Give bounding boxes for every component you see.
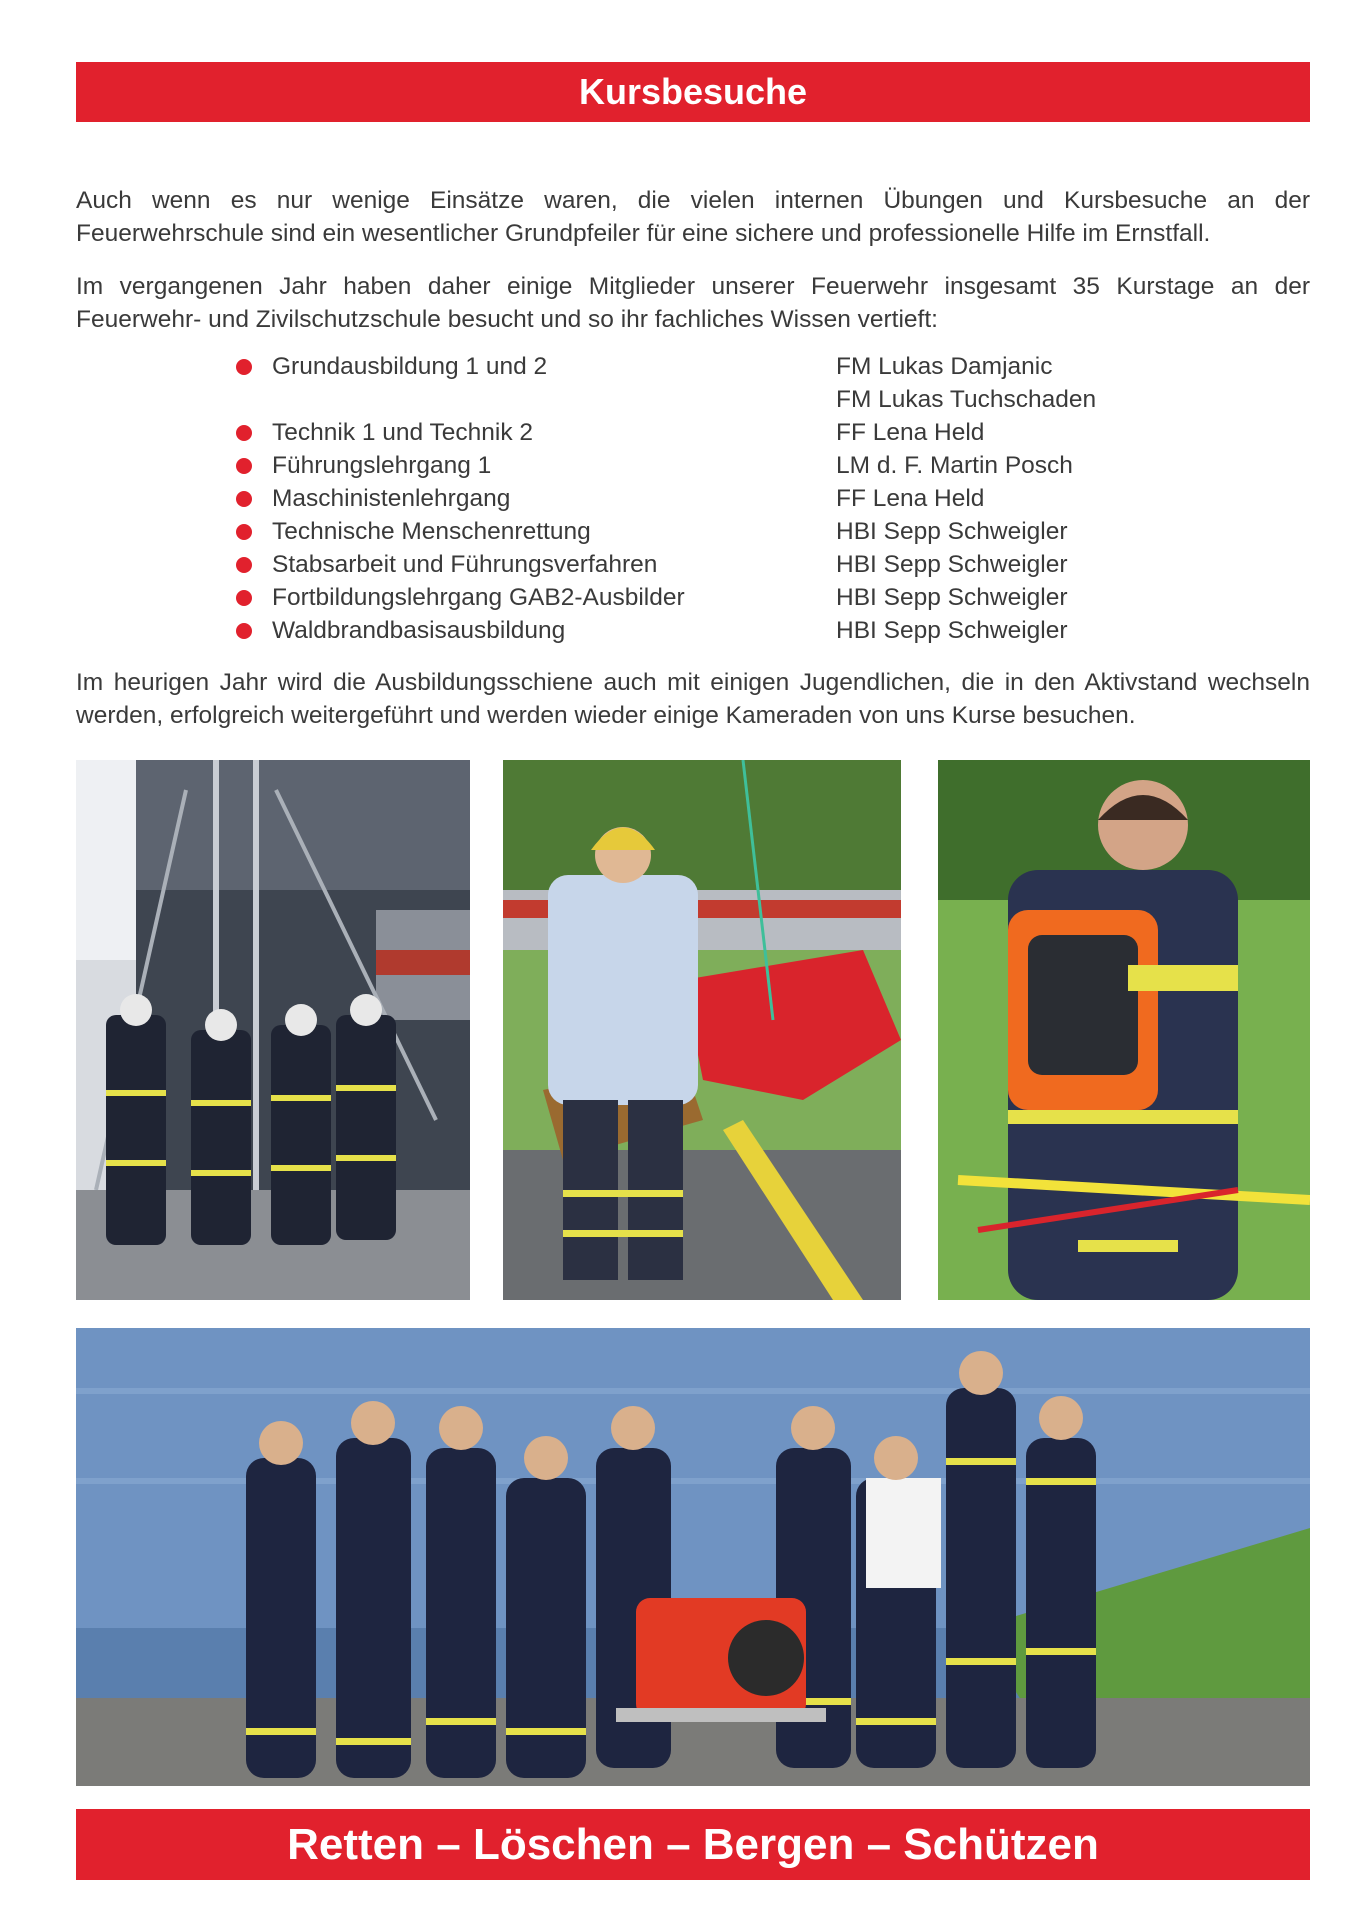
list-item	[236, 449, 1136, 482]
bullet-icon	[236, 524, 252, 540]
course-name: Grundausbildung 1 und 2	[272, 353, 548, 380]
participant-name: LM d. F. Martin Posch	[836, 452, 1073, 479]
bullet-icon	[236, 425, 252, 441]
course-name: Waldbrandbasisausbildung	[272, 617, 566, 644]
course-name: Technische Menschenrettung	[272, 518, 591, 545]
list-item	[236, 350, 1136, 383]
list-item	[236, 383, 1136, 416]
list-item	[236, 482, 1136, 515]
photo-equipment-backpack	[938, 760, 1310, 1300]
list-item	[236, 581, 1136, 614]
bullet-icon	[236, 623, 252, 639]
slogan-text: Retten – Löschen – Bergen – Schützen	[287, 1820, 1099, 1869]
outlook-paragraph: Im heurigen Jahr wird die Ausbildungsschiene auch mit einigen Jugendlichen, die in den Aktivstand wechseln werden, erfolgreich weitergeführt und werden wieder einige Kameraden von uns Kurse besuchen.	[76, 669, 1310, 729]
page-title: Kursbesuche	[578, 71, 808, 112]
photo-vehicle-rescue	[503, 760, 901, 1300]
course-name: Führungslehrgang 1	[272, 452, 492, 479]
intro-paragraph: Auch wenn es nur wenige Einsätze waren, die vielen internen Übungen und Kursbesuche an der Feuerwehrschule sind ein wesentlicher Grundpfeiler für eine sichere und professionelle Hilfe im Ernstfall.	[76, 187, 1310, 247]
list-item	[236, 548, 1136, 581]
participant-name: HBI Sepp Schweigler	[836, 551, 1068, 578]
bullet-icon	[236, 557, 252, 573]
photo-ladder-training	[76, 760, 470, 1300]
list-item	[236, 614, 1136, 647]
participant-name: HBI Sepp Schweigler	[836, 617, 1068, 644]
course-name: Maschinistenlehrgang	[272, 485, 511, 512]
participant-name: FM Lukas Tuchschaden	[836, 386, 1097, 413]
bullet-icon	[236, 458, 252, 474]
course-name: Fortbildungslehrgang GAB2-Ausbilder	[272, 584, 685, 611]
participant-name: HBI Sepp Schweigler	[836, 584, 1068, 611]
bullet-icon	[236, 359, 252, 375]
slogan-banner	[76, 1809, 1310, 1880]
participant-name: FF Lena Held	[836, 485, 985, 512]
bullet-icon	[236, 590, 252, 606]
participant-name: FM Lukas Damjanic	[836, 353, 1053, 380]
list-item	[236, 515, 1136, 548]
list-item	[236, 416, 1136, 449]
photo-pump-training	[76, 1328, 1310, 1786]
participant-name: FF Lena Held	[836, 419, 985, 446]
bullet-icon	[236, 491, 252, 507]
course-name: Stabsarbeit und Führungsverfahren	[272, 551, 658, 578]
courses-intro-paragraph: Im vergangenen Jahr haben daher einige Mitglieder unserer Feuerwehr insgesamt 35 Kurstage an der Feuerwehr- und Zivilschutzschule besucht und so ihr fachliches Wissen vertieft:	[76, 273, 1310, 333]
course-name: Technik 1 und Technik 2	[272, 419, 534, 446]
course-list	[236, 350, 1136, 647]
page-title-banner	[76, 62, 1310, 122]
participant-name: HBI Sepp Schweigler	[836, 518, 1068, 545]
